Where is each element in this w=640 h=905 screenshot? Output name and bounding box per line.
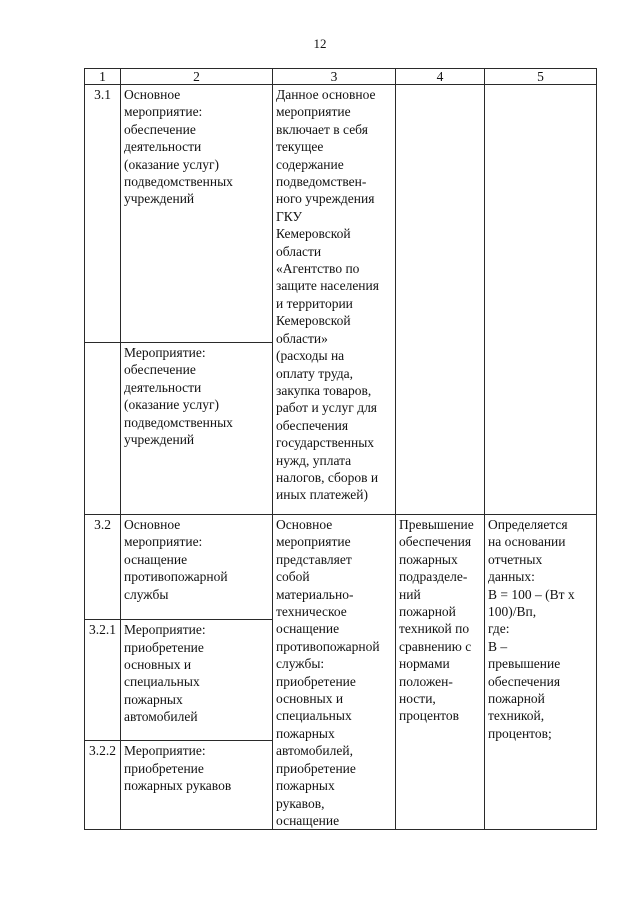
activity-description: Данное основное мероприятие включает в себя текущее содержание подведомствен- ного учреждения ГКУ Кемеровской области «Агентство по защите населения и территории Кемеровской области» (расходы на оплату труда, закупка товаров, работ и услуг для обеспечения государственных нужд, уплата налогов, сборов и иных платежей): [276, 87, 379, 503]
calculation-method-cell: [485, 515, 597, 830]
column-header-3: 3: [273, 69, 396, 85]
activity-name-cell: [121, 620, 273, 741]
table-row: [85, 85, 597, 343]
row-number: 3.2: [85, 515, 121, 620]
row-number: [85, 343, 121, 515]
activity-name: Мероприятие: обеспечение деятельности (оказание услуг) подведомственных учреждений: [124, 345, 233, 448]
activity-description: Основное мероприятие представляет собой материально- техническое оснащение противопожарной службы: приобретение основных и специальных пожарных автомобилей, приобретение пожарных рукавов, оснащение: [276, 517, 380, 828]
calculation-method-cell: [485, 85, 597, 515]
table-row: [85, 515, 597, 620]
activity-name: Мероприятие: приобретение пожарных рукавов: [124, 743, 232, 794]
page-number: 12: [313, 36, 327, 51]
activity-name-cell: [121, 343, 273, 515]
column-header-4: 4: [396, 69, 485, 85]
activity-name-cell: [121, 741, 273, 830]
column-header-2: 2: [121, 69, 273, 85]
table-header-row: [85, 69, 597, 85]
activity-name: Основное мероприятие: оснащение противопожарной службы: [124, 517, 228, 602]
program-activities-table: [84, 68, 597, 830]
calculation-method-text: Определяется на основании отчетных данных: В = 100 – (Вт х 100)/Вп, где: В – превышение обеспечения пожарной техникой, процентов;: [488, 517, 575, 741]
activity-name-cell: [121, 85, 273, 343]
activity-description-cell: [273, 85, 396, 515]
activity-name-cell: [121, 515, 273, 620]
activity-name: Основное мероприятие: обеспечение деятельности (оказание услуг) подведомственных учреждений: [124, 87, 233, 207]
row-number: 3.2.2: [85, 741, 121, 830]
activity-description-cell: [273, 515, 396, 830]
indicator-cell: [396, 515, 485, 830]
column-header-1: 1: [85, 69, 121, 85]
indicator-text: Превышение обеспечения пожарных подразделе- ний пожарной техникой по сравнению с нормами положен- ности, процентов: [399, 517, 474, 724]
row-number: 3.2.1: [85, 620, 121, 741]
activity-name: Мероприятие: приобретение основных и специальных пожарных автомобилей: [124, 622, 206, 725]
row-number: 3.1: [85, 85, 121, 343]
indicator-cell: [396, 85, 485, 515]
column-header-5: 5: [485, 69, 597, 85]
